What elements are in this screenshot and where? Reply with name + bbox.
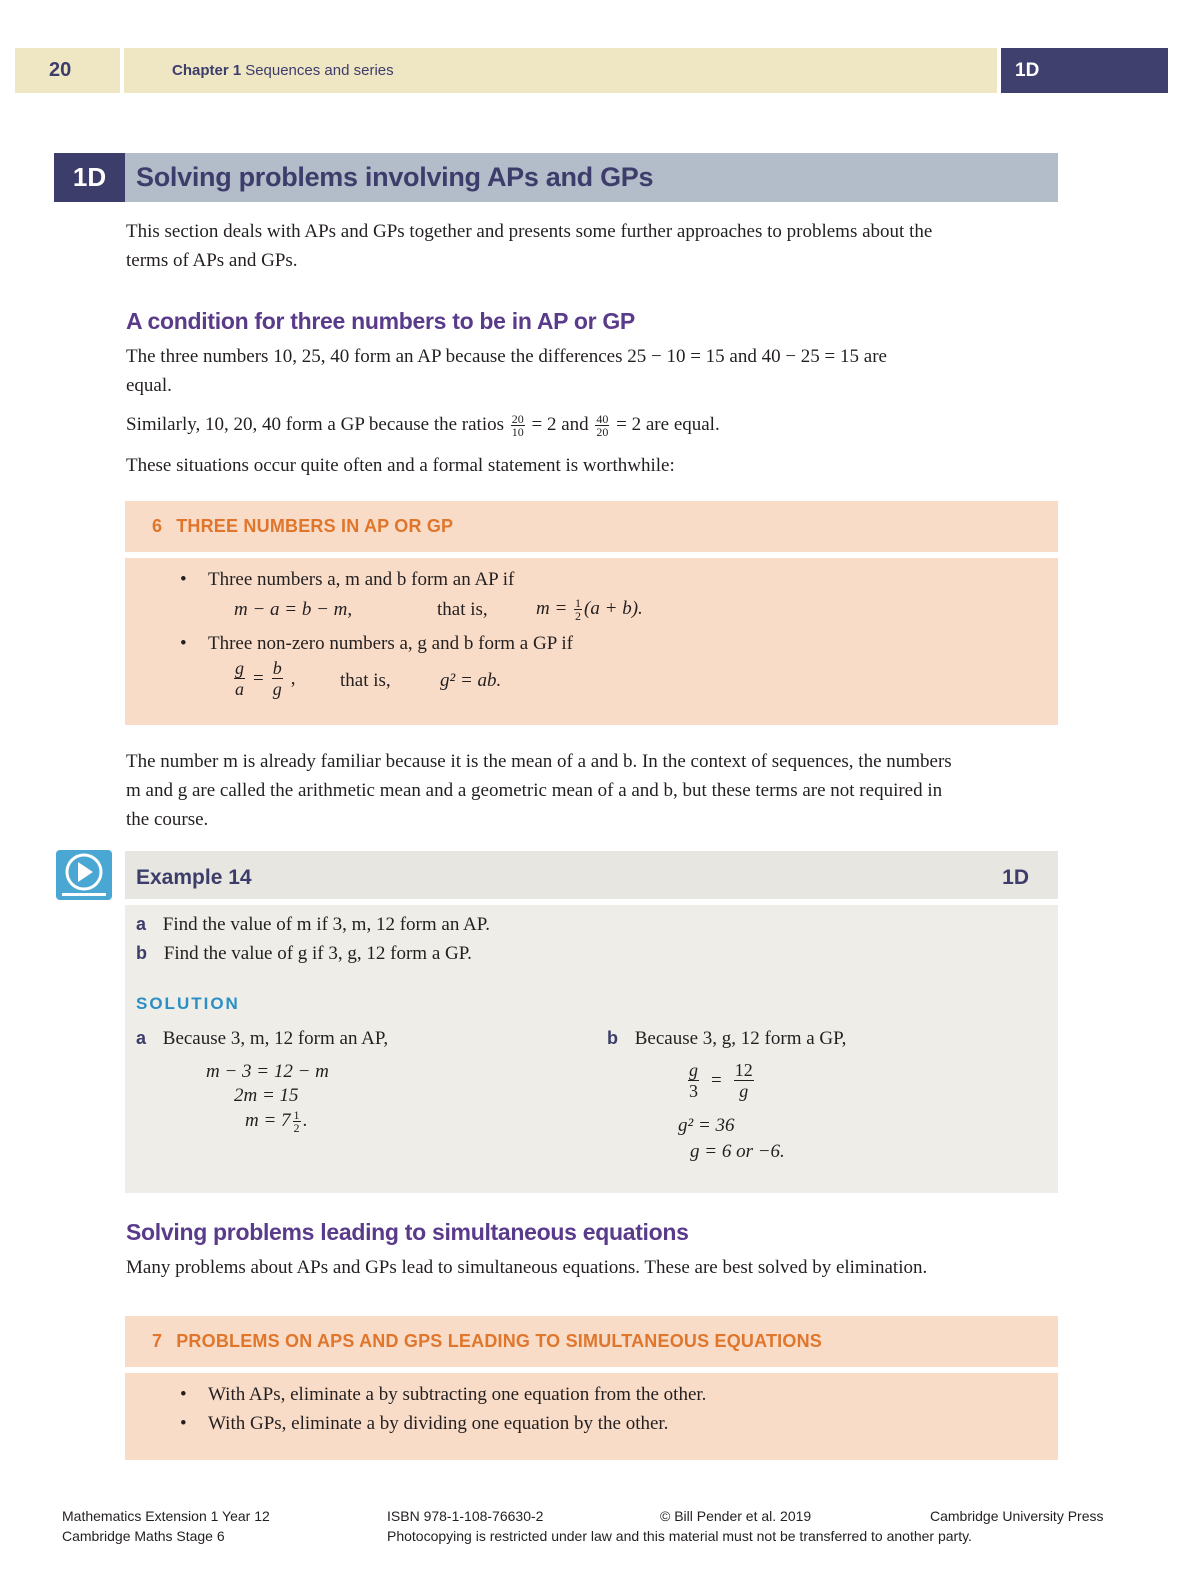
ap-line-2: equal. xyxy=(126,375,172,396)
gp-fraction-1 xyxy=(511,413,525,438)
mean-line-2: m and g are called the arithmetic mean and a geometric mean of a and b, but these terms are not required in xyxy=(126,780,943,801)
mean-paragraph xyxy=(126,747,1058,834)
solution-a-step-1: m − 3 = 12 − m xyxy=(206,1061,329,1082)
solution-a-half-den: 2 xyxy=(293,1121,300,1136)
box7-bullet-2: • With GPs, eliminate a by dividing one equation by the other. xyxy=(180,1413,669,1434)
gp-frac1-den: 10 xyxy=(511,425,524,440)
half-den: 2 xyxy=(575,609,582,624)
box6-number: 6 xyxy=(152,516,163,536)
question-a-label: a xyxy=(136,914,147,934)
footer-notice: Photocopying is restricted under law and this material must not be transferred to another party. xyxy=(387,1528,972,1544)
g-over-a xyxy=(234,658,245,699)
chapter-title: Sequences and series xyxy=(245,62,394,79)
solution-a-step-3-lhs: m = 7 xyxy=(245,1110,291,1131)
12-over-g xyxy=(734,1060,754,1101)
box6-title: THREE NUMBERS IN AP OR GP xyxy=(176,516,454,536)
lead-paragraph: These situations occur quite often and a formal statement is worthwhile: xyxy=(126,455,675,476)
mean-line-1: The number m is already familiar because it is the mean of a and b. In the context of sequences, the numbers xyxy=(126,751,952,772)
solution-a-step-2: 2m = 15 xyxy=(234,1085,299,1106)
box6-that-is-2: that is, xyxy=(340,670,391,691)
ap-paragraph xyxy=(126,342,1058,400)
box7-title: PROBLEMS ON APS AND GPS LEADING TO SIMULTANEOUS EQUATIONS xyxy=(176,1331,822,1351)
box6-header xyxy=(125,501,1058,552)
solution-a-step-3: m = 7 $\frac{1}{2}$ . xyxy=(245,1108,308,1136)
simultaneous-text: Many problems about APs and GPs lead to simultaneous equations. These are best solved by elimination. xyxy=(126,1257,928,1278)
example-title: Example 14 xyxy=(136,866,252,889)
box7-bullet-1: • With APs, eliminate a by subtracting one equation from the other. xyxy=(180,1384,707,1405)
solution-b-step-1: $\frac{g}{3}$ = $\frac{12}{g}$ xyxy=(689,1060,753,1101)
solution-a-intro xyxy=(136,1026,388,1051)
frac-g: g xyxy=(235,658,244,678)
page-number: 20 xyxy=(15,48,120,93)
simultaneous-heading: Solving problems leading to simultaneous equations xyxy=(126,1219,689,1245)
section-tag: 1D xyxy=(54,153,125,202)
footer-copyright: © Bill Pender et al. 2019 xyxy=(660,1508,812,1524)
gp-fraction-2 xyxy=(595,413,609,438)
half-num: 1 xyxy=(575,596,582,611)
sb-f2-den: g xyxy=(739,1081,749,1101)
b-over-g xyxy=(272,658,283,699)
gp-suffix: = 2 are equal. xyxy=(616,414,720,435)
box6-bullet-1-text: Three numbers a, m and b form an AP if xyxy=(208,569,515,590)
frac-g2: g xyxy=(272,679,282,699)
intro-paragraph xyxy=(126,217,1058,275)
chapter-header xyxy=(124,48,997,93)
intro-line-1: This section deals with APs and GPs together and presents some further approaches to problems about the xyxy=(126,221,933,242)
example-header xyxy=(125,851,1058,899)
box6-bullet-2: • Three non-zero numbers a, g and b form a GP if xyxy=(180,633,573,654)
footer-book xyxy=(62,1506,270,1546)
footer-series: Cambridge Maths Stage 6 xyxy=(62,1528,225,1544)
frac-a: a xyxy=(235,679,244,699)
sb-f1-den: 3 xyxy=(689,1081,698,1101)
gp-prefix: Similarly, 10, 20, 40 form a GP because the ratios xyxy=(126,414,504,435)
box6-gp-result: g² = ab. xyxy=(440,670,502,691)
example-tag: 1D xyxy=(1002,866,1029,889)
footer-book-title: Mathematics Extension 1 Year 12 xyxy=(62,1508,270,1524)
solution-b-step-2: g² = 36 xyxy=(678,1115,735,1136)
gp-frac2-den: 20 xyxy=(596,425,609,440)
gp-frac2-num: 40 xyxy=(596,412,609,427)
g-over-3 xyxy=(688,1060,699,1101)
solution-b-step-3: g = 6 or −6. xyxy=(690,1141,785,1162)
box6-ap-result-lhs: m = xyxy=(536,598,568,619)
solution-a-text: Because 3, m, 12 form an AP, xyxy=(162,1028,389,1049)
ap-line-1: The three numbers 10, 25, 40 form an AP because the differences 25 − 10 = 15 and 40 − 25 = 15 are xyxy=(126,346,887,367)
play-video-icon[interactable] xyxy=(56,850,112,900)
sb-f1-num: g xyxy=(689,1060,698,1080)
box6-ap-result xyxy=(536,596,643,622)
gp-mid: = 2 and xyxy=(531,414,589,435)
condition-heading: A condition for three numbers to be in AP or GP xyxy=(126,308,635,334)
box7-bullet-1-text: With APs, eliminate a by subtracting one equation from the other. xyxy=(208,1384,707,1405)
solution-a-label: a xyxy=(136,1028,147,1048)
box7-number: 7 xyxy=(152,1331,163,1351)
solution-label: SOLUTION xyxy=(136,994,240,1013)
frac-b: b xyxy=(272,658,282,678)
section-tag-header: 1D xyxy=(1001,48,1168,93)
gp-paragraph xyxy=(126,410,1058,439)
question-a xyxy=(136,912,490,937)
question-b-label: b xyxy=(136,943,147,963)
section-title: Solving problems involving APs and GPs xyxy=(125,153,1058,202)
half-fraction xyxy=(574,597,582,622)
intro-line-2: terms of APs and GPs. xyxy=(126,250,298,271)
box6-gp-equation: $\frac{g}{a}$ = $\frac{b}{g}$ , xyxy=(235,658,296,699)
box7-header xyxy=(125,1316,1058,1367)
chapter-label: Chapter 1 xyxy=(172,62,242,79)
footer-isbn: ISBN 978-1-108-76630-2 xyxy=(387,1508,544,1524)
sb-f2-num: 12 xyxy=(734,1060,753,1080)
mean-line-3: the course. xyxy=(126,809,209,830)
question-b xyxy=(136,941,472,966)
box6-bullet-2-text: Three non-zero numbers a, g and b form a GP if xyxy=(208,633,573,654)
gp-frac1-num: 20 xyxy=(511,412,524,427)
box6-ap-result-rhs: (a + b). xyxy=(584,598,643,619)
question-a-text: Find the value of m if 3, m, 12 form an AP. xyxy=(162,914,490,935)
box7-bullet-2-text: With GPs, eliminate a by dividing one equation by the other. xyxy=(208,1413,669,1434)
solution-b-text: Because 3, g, 12 form a GP, xyxy=(634,1028,847,1049)
box6-that-is-1: that is, xyxy=(437,599,488,620)
solution-a-half-num: 1 xyxy=(293,1108,300,1123)
solution-a-half xyxy=(293,1109,301,1134)
box6-bullet-1: • Three numbers a, m and b form an AP if xyxy=(180,569,515,590)
question-b-text: Find the value of g if 3, g, 12 form a GP. xyxy=(163,943,472,964)
solution-b-intro xyxy=(607,1026,846,1051)
footer-publisher: Cambridge University Press xyxy=(930,1508,1104,1524)
solution-b-label: b xyxy=(607,1028,618,1048)
box6-ap-equation: m − a = b − m, xyxy=(234,599,353,620)
